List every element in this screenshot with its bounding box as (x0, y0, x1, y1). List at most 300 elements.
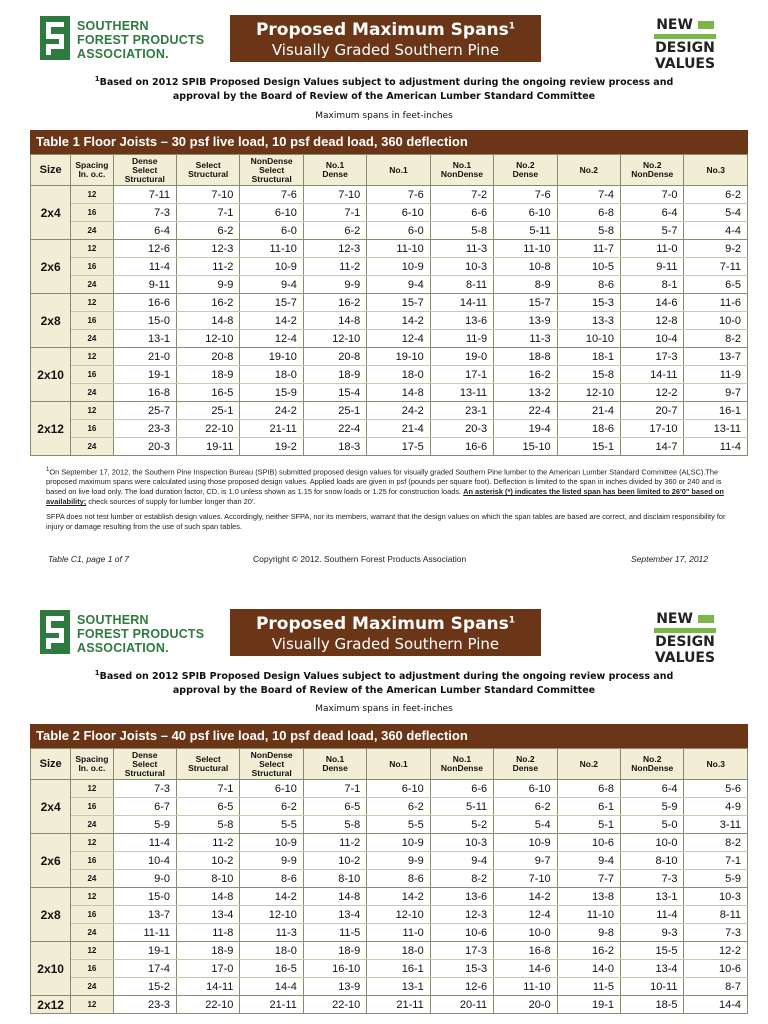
span-cell: 11-11 (113, 924, 176, 942)
spacing-cell: 16 (71, 258, 113, 276)
span-cell: 10-6 (684, 960, 748, 978)
span-cell: 5-2 (430, 816, 493, 834)
span-cell: 11-0 (367, 924, 430, 942)
span-cell: 13-7 (684, 348, 748, 366)
table-row (31, 816, 748, 834)
size-cell: 2x6 (31, 834, 71, 888)
span-cell: 14-2 (367, 312, 430, 330)
title-banner: Proposed Maximum Spans$^1$ Visually Graded Southern Pine (230, 609, 541, 656)
span-cell: 19-1 (557, 996, 620, 1014)
span-cell: 21-4 (367, 420, 430, 438)
span-cell: 5-9 (684, 870, 748, 888)
span-cell: 11-10 (240, 240, 303, 258)
col-header-spacing: Spacing In. o.c. (71, 749, 113, 780)
span-cell: 14-2 (240, 888, 303, 906)
span-cell: 15-9 (240, 384, 303, 402)
span-cell: 13-3 (557, 312, 620, 330)
sfpa-logo (40, 16, 220, 64)
span-cell: 8-6 (367, 870, 430, 888)
spacing-cell: 16 (71, 312, 113, 330)
span-cell: 8-9 (494, 276, 557, 294)
span-cell: 15-4 (303, 384, 366, 402)
span-cell: 10-2 (176, 852, 239, 870)
title-banner: Proposed Maximum Spans$^1$ Visually Graded Southern Pine (230, 15, 541, 62)
span-cell: 14-2 (240, 312, 303, 330)
page-subtitle: Visually Graded Southern Pine (271, 635, 500, 653)
span-cell: 7-1 (176, 780, 239, 798)
span-cell: 21-0 (113, 348, 176, 366)
table-row (31, 222, 748, 240)
col-header-grade: No.2 Dense (494, 155, 557, 186)
span-cell: 13-1 (113, 330, 176, 348)
span-cell: 17-10 (621, 420, 684, 438)
spacing-cell: 16 (71, 960, 113, 978)
span-cell: 5-8 (557, 222, 620, 240)
span-cell: 6-0 (367, 222, 430, 240)
span-cell: 6-6 (430, 780, 493, 798)
span-cell: 14-8 (303, 312, 366, 330)
new-design-values-logo: NEW DESIGN VALUES (654, 611, 716, 666)
spacing-cell: 12 (71, 186, 113, 204)
col-header-spacing: Spacing In. o.c. (71, 155, 113, 186)
span-cell: 12-2 (684, 942, 748, 960)
span-cell: 6-4 (621, 204, 684, 222)
span-cell: 16-6 (113, 294, 176, 312)
span-cell: 25-7 (113, 402, 176, 420)
span-cell: 14-7 (621, 438, 684, 456)
span-cell: 15-3 (557, 294, 620, 312)
span-cell: 12-10 (303, 330, 366, 348)
span-cell: 7-3 (113, 780, 176, 798)
table-row (31, 294, 748, 312)
span-cell: 17-4 (113, 960, 176, 978)
col-header-grade: No.2 (557, 749, 620, 780)
table-row (31, 330, 748, 348)
span-cell: 14-2 (367, 888, 430, 906)
span-cell: 13-6 (430, 312, 493, 330)
span-cell: 19-4 (494, 420, 557, 438)
span-cell: 9-7 (494, 852, 557, 870)
span-cell: 18-6 (557, 420, 620, 438)
spacing-cell: 12 (71, 996, 113, 1014)
span-cell: 8-6 (557, 276, 620, 294)
spacing-cell: 24 (71, 438, 113, 456)
span-cell: 11-4 (621, 906, 684, 924)
span-cell: 10-8 (494, 258, 557, 276)
new-design-values-logo: NEW DESIGN VALUES (654, 17, 716, 72)
span-cell: 5-5 (240, 816, 303, 834)
span-cell: 7-6 (240, 186, 303, 204)
span-cell: 12-3 (303, 240, 366, 258)
span-cell: 12-4 (367, 330, 430, 348)
span-cell: 5-9 (113, 816, 176, 834)
header-row (31, 749, 748, 780)
units-note: Maximum spans in feet-inches (315, 111, 453, 121)
table-2 (30, 748, 748, 1014)
span-cell: 11-5 (557, 978, 620, 996)
spacing-cell: 24 (71, 870, 113, 888)
span-cell: 6-0 (240, 222, 303, 240)
span-cell: 15-7 (367, 294, 430, 312)
span-cell: 9-8 (557, 924, 620, 942)
span-cell: 13-11 (430, 384, 493, 402)
col-header-size: Size (31, 155, 71, 186)
span-cell: 6-8 (557, 204, 620, 222)
table-1 (30, 154, 748, 456)
span-cell: 5-5 (367, 816, 430, 834)
col-header-size: Size (31, 749, 71, 780)
span-cell: 11-2 (303, 258, 366, 276)
span-cell: 21-11 (367, 996, 430, 1014)
span-cell: 10-6 (430, 924, 493, 942)
span-cell: 16-2 (176, 294, 239, 312)
basis-note: $^1$Based on 2012 SPIB Proposed Design Values subject to adjustment during the ongoing review process and approval by the Board of Review of the American Lumber Standard Committee (94, 669, 674, 697)
span-cell: 15-0 (113, 312, 176, 330)
header-row (31, 155, 748, 186)
span-cell: 8-2 (684, 834, 748, 852)
span-cell: 13-4 (621, 960, 684, 978)
span-cell: 18-0 (367, 942, 430, 960)
col-header-grade: NonDense Select Structural (240, 749, 303, 780)
span-cell: 9-11 (113, 276, 176, 294)
span-cell: 7-3 (684, 924, 748, 942)
span-cell: 8-1 (621, 276, 684, 294)
span-cell: 9-9 (303, 276, 366, 294)
span-cell: 5-7 (621, 222, 684, 240)
table-row (31, 258, 748, 276)
span-cell: 24-2 (240, 402, 303, 420)
span-cell: 22-10 (303, 996, 366, 1014)
span-cell: 14-11 (621, 366, 684, 384)
span-cell: 22-10 (176, 996, 239, 1014)
span-cell: 11-7 (557, 240, 620, 258)
span-cell: 7-10 (176, 186, 239, 204)
span-cell: 16-5 (176, 384, 239, 402)
span-cell: 12-6 (113, 240, 176, 258)
span-cell: 21-11 (240, 420, 303, 438)
span-cell: 10-3 (684, 888, 748, 906)
span-cell: 21-4 (557, 402, 620, 420)
span-cell: 16-2 (557, 942, 620, 960)
span-cell: 18-9 (303, 366, 366, 384)
span-cell: 8-10 (621, 852, 684, 870)
page-title: Proposed Maximum Spans (255, 20, 509, 40)
size-cell: 2x10 (31, 348, 71, 402)
span-cell: 11-2 (176, 258, 239, 276)
span-cell: 5-8 (176, 816, 239, 834)
span-cell: 14-0 (557, 960, 620, 978)
span-cell: 7-2 (430, 186, 493, 204)
table-row (31, 870, 748, 888)
span-cell: 19-11 (176, 438, 239, 456)
footnotes (46, 465, 726, 532)
size-cell: 2x4 (31, 780, 71, 834)
table-row (31, 996, 748, 1014)
span-cell: 7-3 (113, 204, 176, 222)
span-cell: 3-11 (684, 816, 748, 834)
span-cell: 8-2 (430, 870, 493, 888)
span-cell: 14-11 (176, 978, 239, 996)
span-cell: 18-0 (367, 366, 430, 384)
spacing-cell: 12 (71, 294, 113, 312)
span-cell: 11-9 (430, 330, 493, 348)
col-header-grade: Select Structural (176, 749, 239, 780)
span-cell: 19-0 (430, 348, 493, 366)
col-header-grade: No.2 NonDense (621, 749, 684, 780)
span-cell: 17-3 (430, 942, 493, 960)
span-cell: 20-3 (113, 438, 176, 456)
span-cell: 5-0 (621, 816, 684, 834)
size-cell: 2x12 (31, 402, 71, 456)
span-cell: 11-0 (621, 240, 684, 258)
spacing-cell: 24 (71, 276, 113, 294)
span-cell: 7-10 (494, 870, 557, 888)
span-cell: 20-0 (494, 996, 557, 1014)
span-cell: 15-1 (557, 438, 620, 456)
span-cell: 19-10 (367, 348, 430, 366)
span-cell: 18-9 (176, 366, 239, 384)
span-cell: 5-11 (430, 798, 493, 816)
span-cell: 6-4 (113, 222, 176, 240)
span-cell: 14-4 (240, 978, 303, 996)
span-cell: 6-10 (367, 780, 430, 798)
span-cell: 7-1 (176, 204, 239, 222)
spacing-cell: 12 (71, 348, 113, 366)
spacing-cell: 16 (71, 204, 113, 222)
span-cell: 10-4 (621, 330, 684, 348)
col-header-grade: No.3 (684, 749, 748, 780)
span-cell: 16-1 (367, 960, 430, 978)
span-cell: 23-3 (113, 996, 176, 1014)
col-header-grade: No.1 (367, 749, 430, 780)
span-cell: 17-0 (176, 960, 239, 978)
span-cell: 10-9 (240, 834, 303, 852)
span-cell: 10-9 (367, 834, 430, 852)
span-cell: 13-9 (303, 978, 366, 996)
span-cell: 9-4 (240, 276, 303, 294)
table-row (31, 312, 748, 330)
table-row (31, 186, 748, 204)
span-cell: 9-9 (176, 276, 239, 294)
table-row (31, 420, 748, 438)
table-row (31, 978, 748, 996)
spacing-cell: 24 (71, 816, 113, 834)
span-cell: 24-2 (367, 402, 430, 420)
spacing-cell: 12 (71, 240, 113, 258)
span-cell: 6-6 (430, 204, 493, 222)
span-cell: 11-5 (303, 924, 366, 942)
span-cell: 6-2 (367, 798, 430, 816)
spacing-cell: 16 (71, 366, 113, 384)
span-cell: 10-2 (303, 852, 366, 870)
span-cell: 14-6 (621, 294, 684, 312)
table-row (31, 366, 748, 384)
span-cell: 9-4 (367, 276, 430, 294)
span-cell: 5-8 (303, 816, 366, 834)
span-cell: 18-1 (557, 348, 620, 366)
span-cell: 8-7 (684, 978, 748, 996)
footnote-1: $^1$On September 17, 2012, the Southern Pine Inspection Bureau (SPIB) submitted proposed design values for visually graded Southern Pine lumber to the American Lumber Standard Committee (ALSC).The proposed maximum spans were calculated using those proposed design values. Applied loads are given in psf (pounds per square foot). Deflection is limited to the span in inches divided by 360 or 240 and is based on live load only. The load duration factor, CD, is 1.0 unless shown as 1.15 for snow loads or 1.25 for construction loads. An asterisk (*) indicates the listed span has been limited to 26'0" based on availability; check sources of supply for lumber longer than 20'. (46, 467, 724, 507)
span-cell: 22-4 (494, 402, 557, 420)
span-cell: 6-10 (494, 204, 557, 222)
span-cell: 10-3 (430, 834, 493, 852)
spacing-cell: 16 (71, 852, 113, 870)
spacing-cell: 12 (71, 780, 113, 798)
span-cell: 5-4 (684, 204, 748, 222)
span-cell: 18-9 (176, 942, 239, 960)
span-cell: 10-5 (557, 258, 620, 276)
size-cell: 2x4 (31, 186, 71, 240)
span-cell: 8-2 (684, 330, 748, 348)
span-cell: 10-11 (621, 978, 684, 996)
span-cell: 12-10 (176, 330, 239, 348)
col-header-grade: No.2 (557, 155, 620, 186)
span-cell: 15-3 (430, 960, 493, 978)
span-cell: 11-3 (430, 240, 493, 258)
span-cell: 13-4 (303, 906, 366, 924)
table-row (31, 276, 748, 294)
span-cell: 9-4 (430, 852, 493, 870)
spacing-cell: 12 (71, 402, 113, 420)
spacing-cell: 16 (71, 798, 113, 816)
footnote-2: SFPA does not test lumber or establish design values. Accordingly, neither SFPA, nor its members, warrant that the design values on which the span tables are based are correct, and disclaim responsibility for injury or damage resulting from the use of such span tables. (46, 512, 726, 532)
table-row (31, 942, 748, 960)
span-cell: 20-7 (621, 402, 684, 420)
span-cell: 18-0 (240, 942, 303, 960)
span-cell: 12-8 (621, 312, 684, 330)
span-cell: 11-3 (494, 330, 557, 348)
span-cell: 14-8 (303, 888, 366, 906)
span-cell: 6-5 (684, 276, 748, 294)
span-cell: 6-8 (557, 780, 620, 798)
span-cell: 10-6 (557, 834, 620, 852)
span-cell: 9-9 (240, 852, 303, 870)
copyright: Copyright © 2012. Southern Forest Products Association (253, 554, 467, 564)
span-cell: 11-8 (176, 924, 239, 942)
span-cell: 8-6 (240, 870, 303, 888)
span-cell: 15-2 (113, 978, 176, 996)
span-cell: 8-10 (303, 870, 366, 888)
span-cell: 15-0 (113, 888, 176, 906)
span-cell: 6-5 (176, 798, 239, 816)
span-cell: 11-2 (176, 834, 239, 852)
span-cell: 5-8 (430, 222, 493, 240)
table-row (31, 402, 748, 420)
span-cell: 16-8 (494, 942, 557, 960)
col-header-grade: No.1 Dense (303, 749, 366, 780)
size-cell: 2x6 (31, 240, 71, 294)
span-cell: 6-10 (240, 780, 303, 798)
span-cell: 12-4 (240, 330, 303, 348)
spacing-cell: 24 (71, 384, 113, 402)
span-cell: 16-5 (240, 960, 303, 978)
basis-note: $^1$Based on 2012 SPIB Proposed Design Values subject to adjustment during the ongoing review process and approval by the Board of Review of the American Lumber Standard Committee (94, 75, 674, 103)
table-row (31, 906, 748, 924)
page-subtitle: Visually Graded Southern Pine (271, 41, 500, 59)
span-cell: 7-1 (684, 852, 748, 870)
table-row (31, 384, 748, 402)
col-header-grade: No.1 (367, 155, 430, 186)
span-cell: 13-8 (557, 888, 620, 906)
span-cell: 17-1 (430, 366, 493, 384)
col-header-grade: No.1 NonDense (430, 155, 493, 186)
span-cell: 6-4 (621, 780, 684, 798)
spacing-cell: 12 (71, 888, 113, 906)
span-cell: 13-11 (684, 420, 748, 438)
span-cell: 7-1 (303, 204, 366, 222)
table-row (31, 834, 748, 852)
span-cell: 21-11 (240, 996, 303, 1014)
span-cell: 6-7 (113, 798, 176, 816)
span-cell: 9-7 (684, 384, 748, 402)
col-header-grade: No.2 NonDense (621, 155, 684, 186)
span-cell: 12-3 (430, 906, 493, 924)
span-cell: 11-10 (367, 240, 430, 258)
spacing-cell: 24 (71, 222, 113, 240)
span-cell: 20-3 (430, 420, 493, 438)
span-cell: 10-10 (557, 330, 620, 348)
col-header-grade: No.1 Dense (303, 155, 366, 186)
span-cell: 25-1 (176, 402, 239, 420)
span-cell: 14-4 (684, 996, 748, 1014)
span-cell: 18-8 (494, 348, 557, 366)
span-cell: 23-3 (113, 420, 176, 438)
span-cell: 6-2 (303, 222, 366, 240)
span-cell: 14-2 (494, 888, 557, 906)
spacing-cell: 24 (71, 924, 113, 942)
span-cell: 10-9 (494, 834, 557, 852)
spacing-cell: 16 (71, 906, 113, 924)
span-cell: 10-0 (494, 924, 557, 942)
span-cell: 13-1 (621, 888, 684, 906)
span-cell: 7-11 (113, 186, 176, 204)
col-header-grade: Select Structural (176, 155, 239, 186)
span-cell: 5-9 (621, 798, 684, 816)
page-number: Table C1, page 1 of 7 (48, 554, 129, 564)
span-cell: 6-10 (367, 204, 430, 222)
span-cell: 15-7 (494, 294, 557, 312)
table-row (31, 924, 748, 942)
span-cell: 7-0 (621, 186, 684, 204)
span-cell: 6-1 (557, 798, 620, 816)
col-header-grade: NonDense Select Structural (240, 155, 303, 186)
span-cell: 20-8 (303, 348, 366, 366)
table-row (31, 888, 748, 906)
size-cell: 2x10 (31, 942, 71, 996)
span-cell: 8-10 (176, 870, 239, 888)
span-cell: 23-1 (430, 402, 493, 420)
span-cell: 14-11 (430, 294, 493, 312)
span-cell: 13-2 (494, 384, 557, 402)
span-cell: 19-2 (240, 438, 303, 456)
span-cell: 11-10 (557, 906, 620, 924)
spacing-cell: 24 (71, 330, 113, 348)
span-cell: 10-0 (621, 834, 684, 852)
table-2-title: Table 2 Floor Joists – 40 psf live load, 10 psf dead load, 360 deflection (30, 724, 748, 748)
span-cell: 12-10 (367, 906, 430, 924)
span-cell: 19-10 (240, 348, 303, 366)
span-cell: 18-3 (303, 438, 366, 456)
span-cell: 15-7 (240, 294, 303, 312)
table-row (31, 438, 748, 456)
span-cell: 16-6 (430, 438, 493, 456)
size-cell: 2x12 (31, 996, 71, 1014)
sfpa-name: SOUTHERN FOREST PRODUCTS ASSOCIATION. (77, 613, 205, 655)
span-cell: 12-2 (621, 384, 684, 402)
span-cell: 4-9 (684, 798, 748, 816)
span-cell: 11-10 (494, 978, 557, 996)
span-cell: 10-9 (367, 258, 430, 276)
